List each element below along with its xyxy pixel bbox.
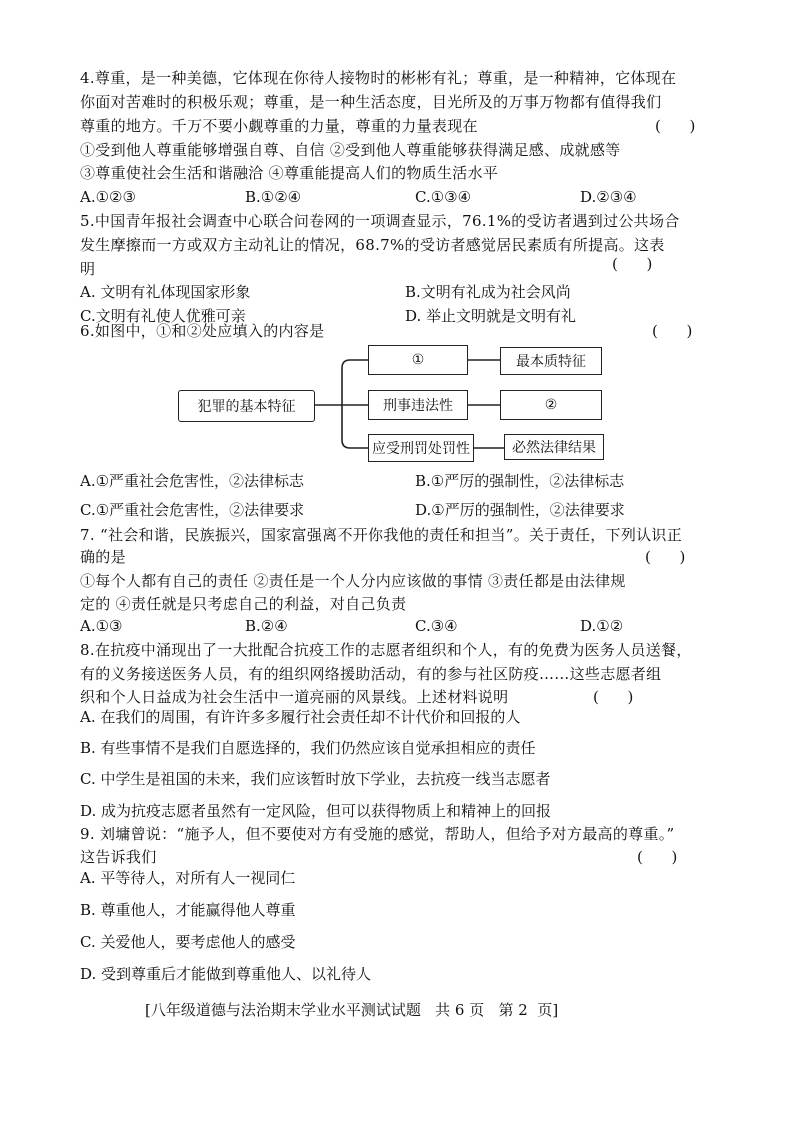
- diagram-branch1-box: [368, 345, 468, 375]
- crime-features-diagram: [170, 340, 620, 460]
- q7-option-a[interactable]: A.①③: [80, 617, 123, 635]
- q5-stem-line2: 发生摩擦而一方或双方主动礼让的情况，68.7%的受访者感觉居民素质有所提高。这表: [80, 236, 665, 254]
- q8-stem-line2: 有的义务接送医务人员，有的组织网络援助活动，有的参与社区防疫……这些志愿者组: [80, 665, 662, 683]
- q6-option-a[interactable]: A.①严重社会危害性，②法律标志: [80, 472, 305, 490]
- q9-option-a[interactable]: A. 平等待人，对所有人一视同仁: [80, 869, 296, 887]
- diagram-branch1-label: ①: [411, 352, 425, 368]
- diagram-branch1-result-label: 最本质特征: [516, 354, 586, 370]
- q6-stem-line1: 6.如图中，①和②处应填入的内容是: [80, 322, 325, 340]
- diagram-branch3-result-box: [504, 434, 604, 460]
- diagram-branch2-box: [368, 390, 468, 420]
- q8-stem-line1: 8.在抗疫中涌现出了一大批配合抗疫工作的志愿者组织和个人，有的免费为医务人员送餐，: [80, 641, 692, 659]
- q8-stem-line3: 织和个人日益成为社会生活中一道亮丽的风景线。上述材料说明: [80, 688, 509, 706]
- q8-option-b[interactable]: B. 有些事情不是我们自愿选择的，我们仍然应该自觉承担相应的责任: [80, 739, 536, 757]
- q9-stem-line1: 9. 刘墉曾说：“施予人，但不要使对方有受施的感觉，帮助人，但给予对方最高的尊重。”: [80, 825, 675, 843]
- q5-option-b[interactable]: B.文明有礼成为社会风尚: [405, 283, 571, 301]
- q9-option-c[interactable]: C. 关爱他人，要考虑他人的感受: [80, 933, 296, 951]
- q9-option-b[interactable]: B. 尊重他人，才能赢得他人尊重: [80, 901, 296, 919]
- q7-option-b[interactable]: B.②④: [245, 617, 288, 635]
- q8-option-c[interactable]: C. 中学生是祖国的未来，我们应该暂时放下学业，去抗疫一线当志愿者: [80, 770, 551, 788]
- q4-statements-line2: ③尊重使社会生活和谐融洽 ④尊重能提高人们的物质生活水平: [80, 164, 499, 182]
- q4-option-a[interactable]: A.①②③: [80, 188, 136, 206]
- diagram-branch1-result-box: [500, 347, 602, 375]
- diagram-branch2-label: 刑事违法性: [383, 398, 453, 414]
- q9-answer-blank[interactable]: ( ): [637, 848, 678, 866]
- q7-stem-line2: 确的是: [80, 548, 126, 566]
- q5-answer-blank[interactable]: ( ): [612, 255, 653, 273]
- q4-statements-line1: ①受到他人尊重能够增强自尊、自信 ②受到他人尊重能够获得满足感、成就感等: [80, 141, 621, 159]
- diagram-branch3-label: 应受刑罚处罚性: [372, 441, 470, 457]
- q8-answer-blank[interactable]: ( ): [593, 688, 634, 706]
- q9-stem-line2: 这告诉我们: [80, 848, 157, 866]
- q4-stem-line2: 你面对苦难时的积极乐观；尊重，是一种生活态度，目光所及的万事万物都有值得我们: [80, 93, 662, 111]
- page-footer: [八年级道德与法治期末学业水平测试试题 共 6 页 第 2 页]: [145, 1001, 559, 1019]
- q7-option-d[interactable]: D.①②: [580, 617, 624, 635]
- q9-option-d[interactable]: D. 受到尊重后才能做到尊重他人、以礼待人: [80, 965, 372, 983]
- q6-option-b[interactable]: B.①严厉的强制性，②法律标志: [415, 472, 625, 490]
- q4-stem-line1: 4.尊重，是一种美德，它体现在你待人接物时的彬彬有礼；尊重，是一种精神，它体现在: [80, 69, 677, 87]
- q4-option-b[interactable]: B.①②④: [245, 188, 302, 206]
- diagram-branch3-result-label: 必然法律结果: [512, 440, 596, 456]
- q5-option-d[interactable]: D. 举止文明就是文明有礼: [405, 307, 577, 325]
- q7-statements-line1: ①每个人都有自己的责任 ②责任是一个人分内应该做的事情 ③责任都是由法律规: [80, 572, 626, 590]
- diagram-branch2-result-box: [500, 390, 602, 420]
- q7-option-c[interactable]: C.③④: [415, 617, 458, 635]
- q6-option-c[interactable]: C.①严重社会危害性，②法律要求: [80, 501, 305, 519]
- q8-option-d[interactable]: D. 成为抗疫志愿者虽然有一定风险，但可以获得物质上和精神上的回报: [80, 802, 552, 820]
- q5-option-c[interactable]: C.文明有礼使人优雅可亲: [80, 307, 246, 325]
- q7-stem-line1: 7. “社会和谐，民族振兴，国家富强离不开你我他的责任和担当”。关于责任，下列认识正: [80, 526, 683, 544]
- diagram-branch2-result-label: ②: [544, 397, 558, 413]
- diagram-root-label: 犯罪的基本特征: [197, 399, 296, 415]
- q4-answer-blank[interactable]: ( ): [655, 117, 696, 135]
- q6-answer-blank[interactable]: ( ): [652, 322, 693, 340]
- q7-answer-blank[interactable]: ( ): [645, 548, 686, 566]
- diagram-branch3-box: [368, 434, 474, 462]
- q8-option-a[interactable]: A. 在我们的周围，有许许多多履行社会责任却不计代价和回报的人: [80, 708, 521, 726]
- q5-option-a[interactable]: A. 文明有礼体现国家形象: [80, 283, 251, 301]
- diagram-root-box: [178, 390, 315, 422]
- q5-stem-line1: 5.中国青年报社会调查中心联合问卷网的一项调查显示，76.1%的受访者遇到过公共场合: [80, 212, 680, 230]
- q4-stem-line3: 尊重的地方。千万不要小觑尊重的力量，尊重的力量表现在: [80, 117, 478, 135]
- q6-option-d[interactable]: D.①严厉的强制性，②法律要求: [415, 501, 625, 519]
- q5-stem-line3: 明: [80, 260, 96, 278]
- q4-option-c[interactable]: C.①③④: [415, 188, 472, 206]
- q7-statements-line2: 定的 ④责任就是只考虑自己的利益，对自己负责: [80, 595, 407, 613]
- q4-option-d[interactable]: D.②③④: [580, 188, 637, 206]
